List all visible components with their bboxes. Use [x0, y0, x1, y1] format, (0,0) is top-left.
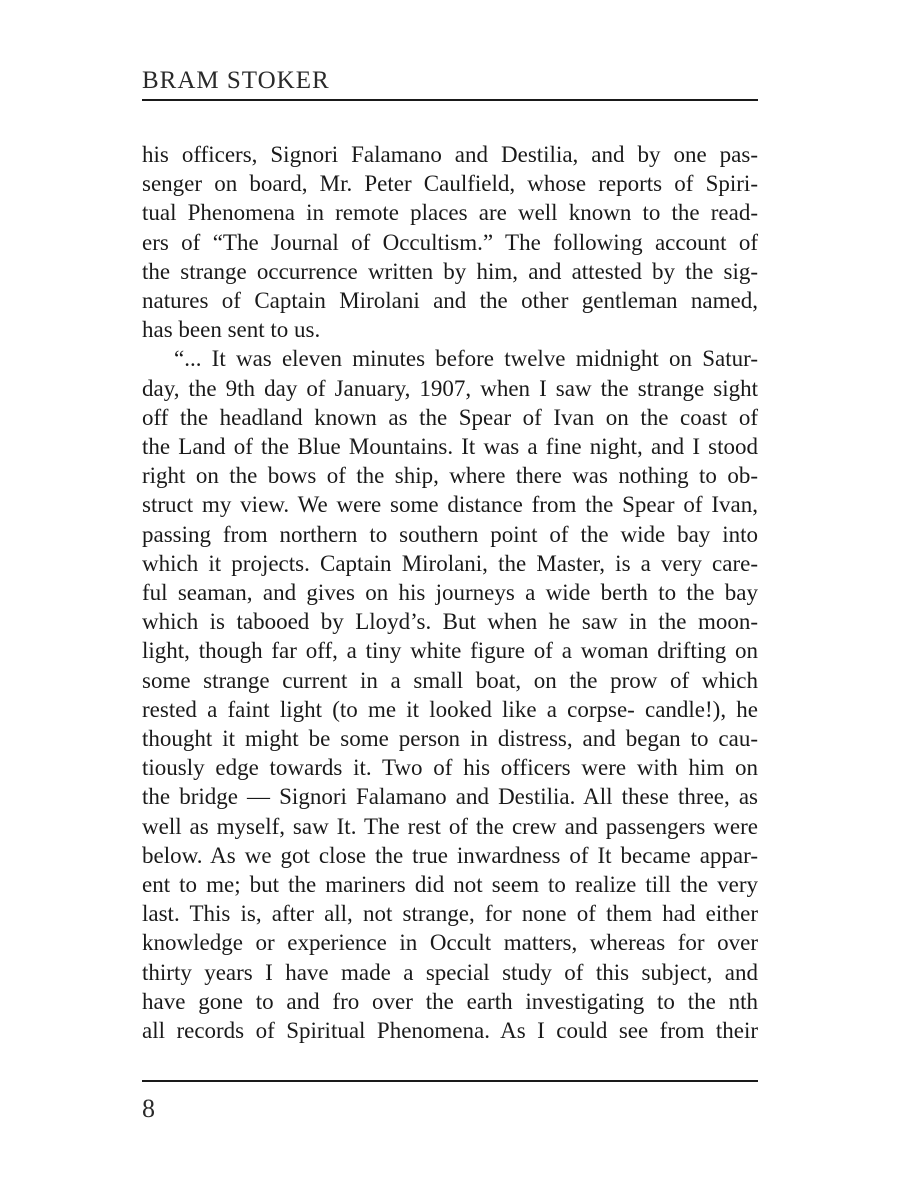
- text-line: the strange occurrence written by him, and attested by the sig-: [142, 258, 758, 284]
- text-line: ful seaman, and gives on his journeys a wide berth to the bay: [142, 580, 758, 606]
- text-line: natures of Captain Mirolani and the other gentleman named,: [142, 288, 758, 314]
- body-text: [142, 140, 758, 1045]
- running-head: BRAM STOKER: [142, 67, 330, 94]
- text-line: ent to me; but the mariners did not seem to realize till the very: [142, 872, 758, 898]
- text-line: thirty years I have made a special study of this subject, and: [142, 959, 758, 985]
- text-line: some strange current in a small boat, on the prow of which: [142, 667, 758, 693]
- text-line: right on the bows of the ship, where there was nothing to ob-: [142, 463, 758, 489]
- text-line: has been sent to us.: [142, 317, 321, 343]
- footer-rule: [142, 1080, 758, 1082]
- text-line: all records of Spiritual Phenomena. As I could see from their: [142, 1018, 758, 1044]
- text-line: his officers, Signori Falamano and Destilia, and by one pas-: [142, 142, 758, 167]
- text-line: day, the 9th day of January, 1907, when I saw the strange sight: [142, 375, 758, 401]
- text-line: passing from northern to southern point of the wide bay into: [142, 521, 758, 547]
- header-rule: [142, 99, 758, 101]
- text-line: tual Phenomena in remote places are well known to the read-: [142, 200, 758, 226]
- text-line: have gone to and fro over the earth investigating to the nth: [142, 988, 758, 1014]
- text-line: knowledge or experience in Occult matters, whereas for over: [142, 930, 758, 956]
- text-line: struct my view. We were some distance from the Spear of Ivan,: [142, 492, 758, 518]
- text-line: well as myself, saw It. The rest of the crew and passengers were: [142, 813, 758, 839]
- text-line: below. As we got close the true inwardness of It became appar-: [142, 842, 758, 868]
- text-line: light, though far off, a tiny white figure of a woman drifting on: [142, 638, 758, 664]
- text-line: “... It was eleven minutes before twelve midnight on Satur-: [174, 346, 758, 372]
- text-line: the Land of the Blue Mountains. It was a fine night, and I stood: [142, 434, 758, 460]
- text-line: thought it might be some person in distress, and began to cau-: [142, 726, 758, 752]
- text-line: off the headland known as the Spear of Ivan on the coast of: [142, 404, 758, 430]
- page-number: 8: [142, 1094, 155, 1123]
- text-line: the bridge — Signori Falamano and Destilia. All these three, as: [142, 784, 758, 810]
- text-line: last. This is, after all, not strange, for none of them had either: [142, 901, 758, 927]
- text-line: ers of “The Journal of Occultism.” The following account of: [142, 229, 758, 255]
- text-line: rested a faint light (to me it looked like a corpse- candle!), he: [142, 696, 758, 722]
- text-line: tiously edge towards it. Two of his officers were with him on: [142, 755, 758, 781]
- text-line: which is tabooed by Lloyd’s. But when he saw in the moon-: [142, 609, 758, 635]
- text-line: which it projects. Captain Mirolani, the Master, is a very care-: [142, 550, 758, 576]
- text-line: senger on board, Mr. Peter Caulfield, whose reports of Spiri-: [142, 171, 758, 197]
